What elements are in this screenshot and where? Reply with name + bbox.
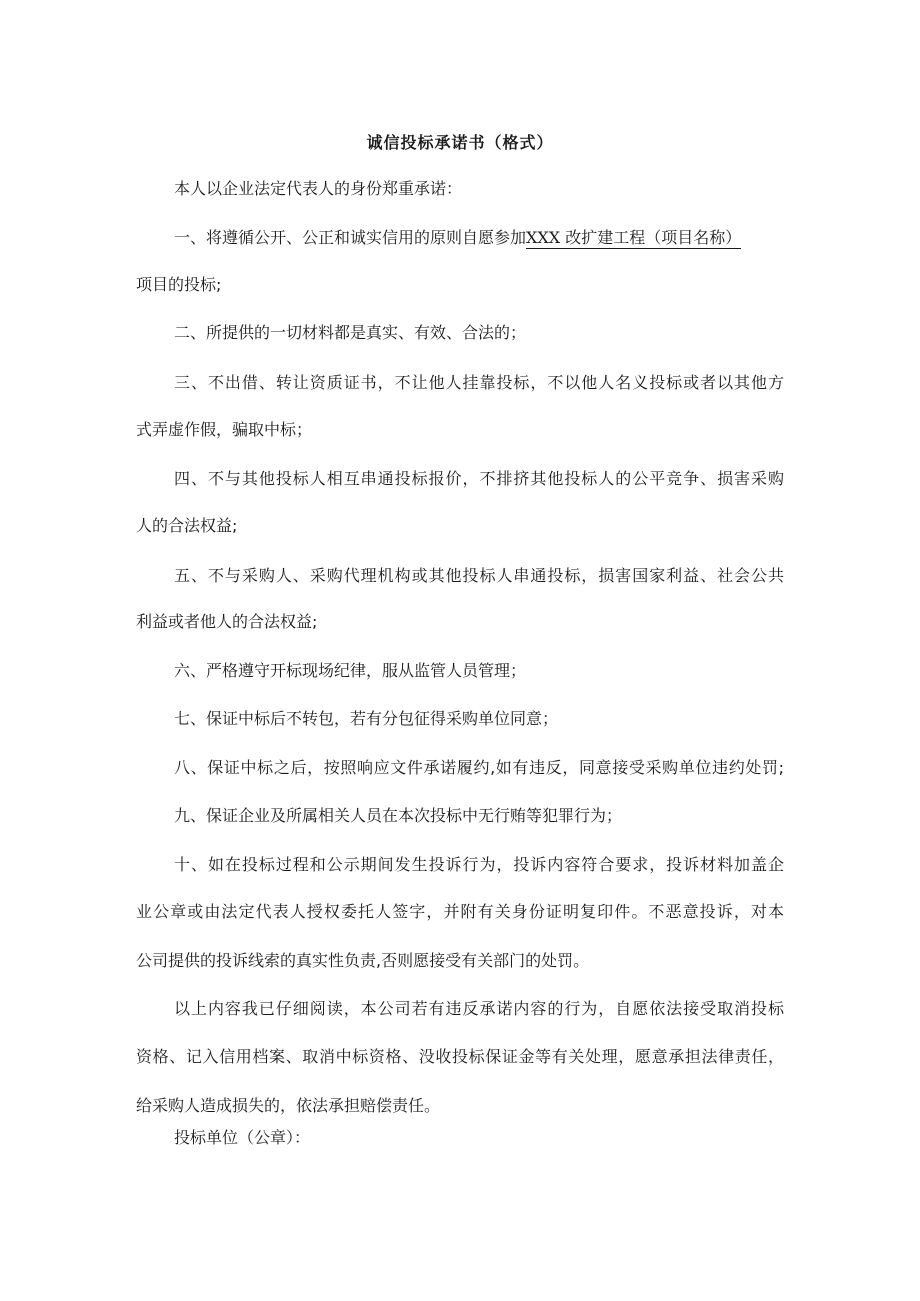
- item-1-line-2: 项目的投标;: [136, 275, 222, 294]
- closing-line-2: 资格、记入信用档案、取消中标资格、没收投标保证金等有关处理，愿意承担法律责任，: [136, 1047, 784, 1066]
- item-10-line-3: 公司提供的投诉线索的真实性负责,否则愿接受有关部门的处罚。: [136, 951, 590, 970]
- project-name-blank: [526, 228, 741, 249]
- signature-label: 投标单位（公章）：: [174, 1128, 311, 1147]
- item-2: 二、所提供的一切材料都是真实、有效、合法的；: [174, 323, 527, 342]
- item-1-line-1: [174, 226, 741, 250]
- closing-line-1: 以上内容我已仔细阅读，本公司若有违反承诺内容的行为，自愿依法接受取消投标: [174, 999, 784, 1018]
- item-9: 九、保证企业及所属相关人员在本次投标中无行贿等犯罪行为；: [174, 806, 623, 825]
- item-10-line-1: 十、如在投标过程和公示期间发生投诉行为，投诉内容符合要求，投诉材料加盖企: [174, 855, 784, 874]
- item-7: 七、保证中标后不转包，若有分包征得采购单位同意；: [174, 709, 559, 728]
- item-6: 六、严格遵守开标现场纪律，服从监管人员管理；: [174, 661, 527, 680]
- project-name: 改扩建工程（项目名称）: [565, 228, 742, 247]
- document-title: 诚信投标承诺书（格式）: [366, 133, 554, 152]
- item-10-line-2: 业公章或由法定代表人授权委托人签字，并附有关身份证明复印件。不恶意投诉，对本: [136, 902, 784, 921]
- project-code: XXX: [526, 228, 561, 247]
- closing-line-3: 给采购人造成损失的，依法承担赔偿责任。: [136, 1096, 441, 1115]
- item-3-line-2: 式弄虚作假，骗取中标；: [136, 420, 313, 439]
- item-4-line-2: 人的合法权益;: [136, 516, 238, 535]
- item-5-line-2: 利益或者他人的合法权益;: [136, 612, 318, 631]
- item-8: 八、保证中标之后，按照响应文件承诺履约,如有违反，同意接受采购单位违约处罚;: [174, 758, 784, 777]
- item-4-line-1: 四、不与其他投标人相互串通投标报价，不排挤其他投标人的公平竞争、损害采购: [174, 469, 784, 488]
- item-5-line-1: 五、不与采购人、采购代理机构或其他投标人串通投标，损害国家利益、社会公共: [174, 566, 784, 585]
- intro-paragraph: 本人以企业法定代表人的身份郑重承诺：: [174, 179, 463, 198]
- item-3-line-1: 三、不出借、转让资质证书，不让他人挂靠投标，不以他人名义投标或者以其他方: [174, 373, 784, 392]
- item-1-prefix: 一、将遵循公开、公正和诚实信用的原则自愿参加: [174, 228, 527, 247]
